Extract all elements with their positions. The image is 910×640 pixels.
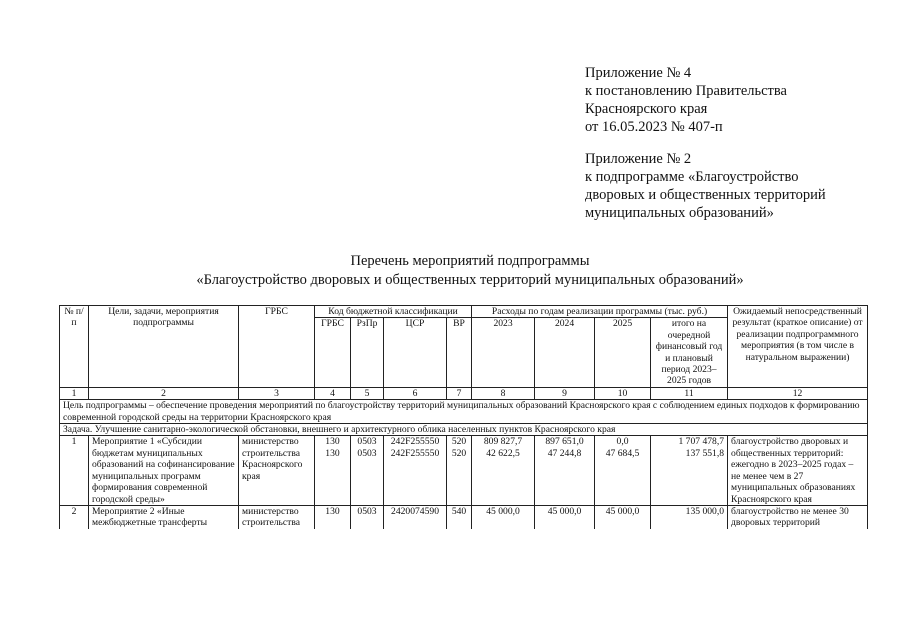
header-year-2023: 2023	[472, 318, 535, 387]
header-num: № п/п	[60, 306, 89, 388]
subprogram-goal: Цель подпрограммы – обеспечение проведения мероприятий по благоустройству территорий муниципальных образований Красноярского края с соблюдением единых подходов к формированию современной городской среды на территории Красноярского края	[60, 400, 868, 424]
row-num: 2	[60, 505, 89, 528]
cell-line: 520	[451, 447, 467, 459]
header-goals: Цели, задачи, мероприятия подпрограммы	[89, 306, 239, 388]
cell-line: 0503	[357, 436, 377, 448]
column-numbers-row	[60, 387, 868, 399]
appendix-sub-line: к подпрограмме «Благоустройство	[585, 169, 799, 185]
appendix-main-line: Приложение № 4	[585, 65, 692, 81]
column-number: 8	[472, 387, 535, 399]
cell-line: 0,0	[616, 436, 629, 448]
column-number: 7	[447, 387, 472, 399]
table-row	[60, 436, 868, 505]
header-code-vr: ВР	[447, 318, 472, 387]
cell-line: 242F255550	[390, 447, 440, 459]
row-y2023	[472, 436, 535, 505]
row-code-vr	[447, 436, 472, 505]
row-code-rzpr	[351, 436, 384, 505]
appendix-main-line: Красноярского края	[585, 101, 708, 117]
appendix-main-line: к постановлению Правительства	[585, 83, 787, 99]
cell-line: 809 827,7	[483, 436, 523, 448]
row-code-grbs: 130	[315, 505, 351, 528]
title-line-2: «Благоустройство дворовых и общественных территорий муниципальных образований»	[196, 272, 744, 288]
header-result: Ожидаемый непосредственный результат (краткое описание) от реализации подпрограммного мероприятия (в том числе в натуральном выражении)	[728, 306, 868, 388]
row-code-rzpr: 0503	[351, 505, 384, 528]
row-code-grbs	[315, 436, 351, 505]
row-y2025: 45 000,0	[595, 505, 651, 528]
cell-line: 42 622,5	[486, 447, 520, 459]
appendix-main-header	[585, 64, 885, 136]
column-number: 1	[60, 387, 89, 399]
table-header-row	[60, 306, 868, 318]
column-number: 5	[351, 387, 384, 399]
header-code-csr: ЦСР	[384, 318, 447, 387]
header-grbs: ГРБС	[239, 306, 315, 388]
cell-line: 242F255550	[390, 436, 440, 448]
goal-row	[60, 400, 868, 424]
row-result: благоустройство дворовых и общественных территорий: ежегодно в 2023–2025 годах – не менее чем в 27 муниципальных образованиях Красноярского края	[728, 436, 868, 505]
appendix-main-line: от 16.05.2023 № 407-п	[585, 119, 723, 135]
document-title	[120, 252, 820, 290]
column-number: 12	[728, 387, 868, 399]
cell-line: 130	[325, 447, 340, 459]
row-measure-name: Мероприятие 2 «Иные межбюджетные трансферты	[89, 505, 239, 528]
header-code-rzpr: РзПр	[351, 318, 384, 387]
cell-line: 47 244,8	[547, 447, 582, 459]
cell-line: 1 707 478,7	[678, 436, 725, 448]
measures-table	[59, 305, 868, 529]
row-grbs-name: министерство строительства Красноярского края	[239, 436, 315, 505]
column-number: 10	[595, 387, 651, 399]
header-year-2024: 2024	[535, 318, 595, 387]
column-number: 2	[89, 387, 239, 399]
task-row	[60, 424, 868, 436]
row-grbs-name: министерство строительства	[239, 505, 315, 528]
header-expenses: Расходы по годам реализации программы (тыс. руб.)	[472, 306, 728, 318]
cell-line: 520	[451, 436, 467, 448]
appendix-sub-header	[585, 150, 885, 222]
header-code-grbs: ГРБС	[315, 318, 351, 387]
row-num: 1	[60, 436, 89, 505]
header-year-2025: 2025	[595, 318, 651, 387]
cell-line: 897 651,0	[545, 436, 584, 448]
cell-line: 0503	[357, 447, 377, 459]
row-total	[651, 436, 728, 505]
cell-line: 130	[325, 436, 340, 448]
title-line-1: Перечень мероприятий подпрограммы	[350, 253, 590, 269]
row-code-csr	[384, 436, 447, 505]
row-y2024: 45 000,0	[535, 505, 595, 528]
header-total: итого на очередной финансовый год и плановый период 2023–2025 годов	[651, 318, 728, 387]
cell-line: 137 551,8	[685, 447, 725, 459]
header-budget-code: Код бюджетной классификации	[315, 306, 472, 318]
column-number: 3	[239, 387, 315, 399]
appendix-sub-line: дворовых и общественных территорий	[585, 187, 826, 203]
column-number: 4	[315, 387, 351, 399]
row-measure-name: Мероприятие 1 «Субсидии бюджетам муниципальных образований на софинансирование муниципальных программ формирования современной городской среды»	[89, 436, 239, 505]
subprogram-task: Задача. Улучшение санитарно-экологической обстановки, внешнего и архитектурного облика населенных пунктов Красноярского края	[60, 424, 868, 436]
column-number: 11	[651, 387, 728, 399]
cell-line: 47 684,5	[605, 447, 640, 459]
row-total: 135 000,0	[651, 505, 728, 528]
row-y2023: 45 000,0	[472, 505, 535, 528]
table-row	[60, 505, 868, 528]
column-number: 6	[384, 387, 447, 399]
column-number: 9	[535, 387, 595, 399]
row-code-csr: 2420074590	[384, 505, 447, 528]
appendix-sub-line: Приложение № 2	[585, 151, 692, 167]
row-y2025	[595, 436, 651, 505]
row-code-vr: 540	[447, 505, 472, 528]
row-result: благоустройство не менее 30 дворовых территорий	[728, 505, 868, 528]
appendix-sub-line: муниципальных образований»	[585, 205, 774, 221]
row-y2024	[535, 436, 595, 505]
